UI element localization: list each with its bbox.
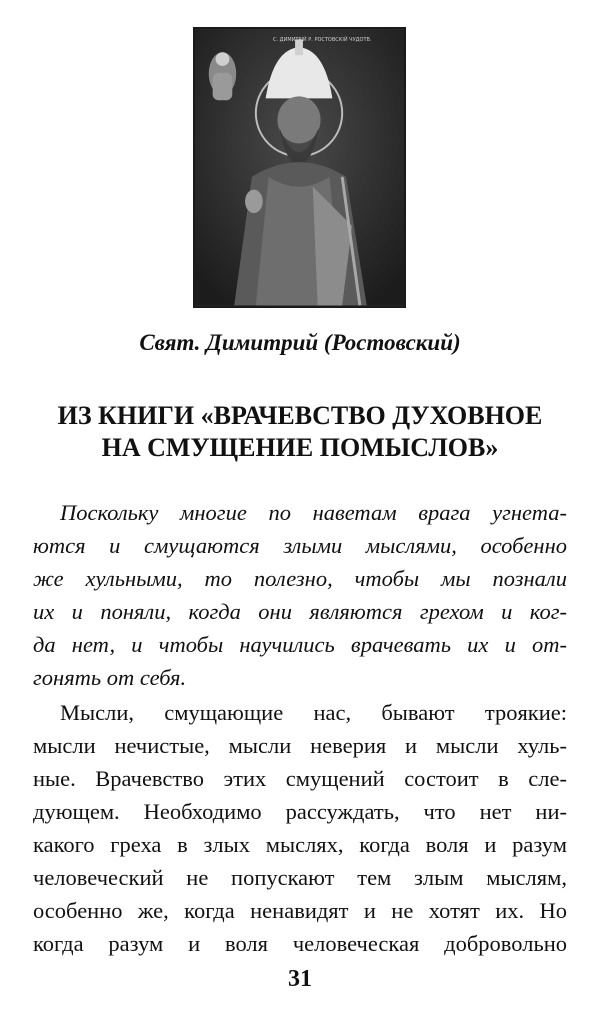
intro-line: Поскольку многие по наветам врага угнета-: [60, 500, 567, 525]
intro-line: же хульными, то полезно, чтобы мы познали: [33, 566, 567, 591]
body-line: какого греха в злых мыслях, когда воля и разум: [33, 832, 567, 857]
body-line: когда разум и воля человеческая добровольно: [33, 931, 567, 956]
body-line: дующем. Необходимо рассуждать, что нет ни-: [33, 799, 567, 824]
intro-line: да нет, и чтобы научились врачевать их и от-: [33, 632, 567, 657]
chapter-title-line-1: ИЗ КНИГИ «ВРАЧЕВСТВО ДУХОВНОЕ: [57, 401, 543, 430]
image-caption: Свят. Димитрий (Ростовский): [139, 330, 461, 355]
intro-line: их и поняли, когда они являются грехом и ког-: [33, 599, 567, 624]
chapter-title: [0, 400, 600, 464]
body-line: мысли нечистые, мысли неверия и мысли хуль-: [33, 733, 567, 758]
body-line: ные. Врачевство этих смущений состоит в сле-: [33, 766, 567, 791]
chapter-title-line-2: НА СМУЩЕНИЕ ПОМЫСЛОВ»: [101, 433, 499, 462]
intro-line: ются и смущаются злыми мыслями, особенно: [33, 533, 567, 558]
icon-inscription: С. ДИМИТРІЙ Р. РОСТОВСКІЙ ЧУДОТВ.: [273, 37, 372, 43]
body-line: особенно же, когда ненавидят и не хотят их. Но: [33, 898, 567, 923]
intro-line: гонять от себя.: [33, 665, 187, 690]
saint-icon-image: [193, 27, 406, 308]
body-line: Мысли, смущающие нас, бывают трoякие:: [60, 700, 567, 725]
page-number: 31: [288, 966, 312, 992]
body-line: человеческий не попускают тем злым мыслям,: [33, 865, 567, 890]
